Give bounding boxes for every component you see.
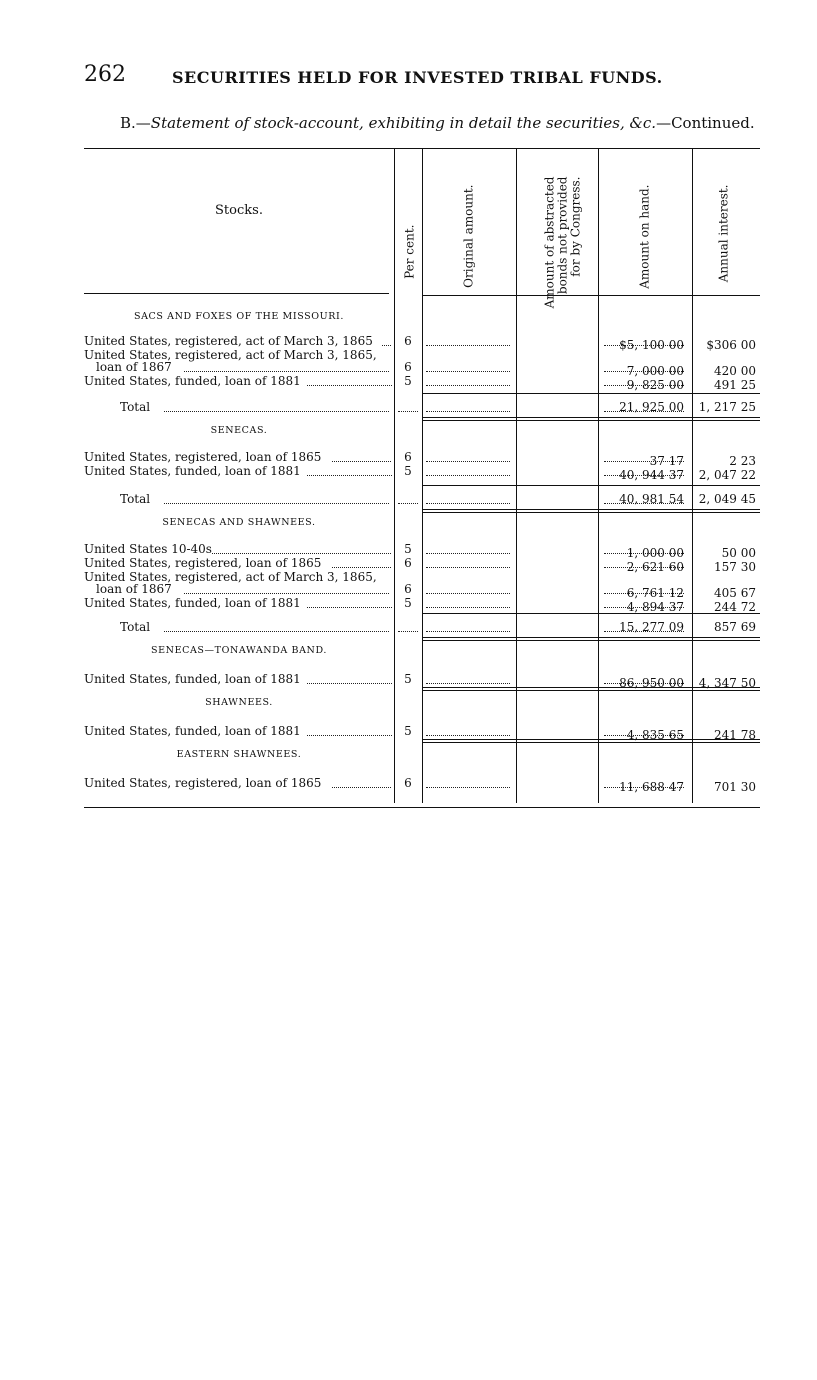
dot-leader [398, 411, 418, 412]
stock-name: United States 10-40s [84, 542, 212, 556]
per-cent-value: 5 [404, 464, 412, 478]
annual-interest: 4, 347 50 [698, 676, 756, 690]
per-cent-value: 6 [404, 450, 412, 464]
stock-name: United States, funded, loan of 1881 [84, 464, 301, 478]
stock-name: United States, registered, loan of 1865 [84, 450, 322, 464]
per-cent-value: 5 [404, 672, 412, 686]
annual-interest: $306 00 [706, 338, 756, 352]
dot-leader [307, 683, 392, 684]
amount-on-hand: 9, 825 00 [626, 378, 684, 392]
dot-leader [426, 371, 510, 372]
header-amount-on-hand: Amount on hand. [637, 184, 652, 289]
caption-suffix: —Continued. [656, 114, 755, 132]
amount-on-hand: 2, 621 60 [626, 560, 684, 574]
amount-on-hand: 6, 761 12 [626, 586, 684, 600]
section-title: SENECAS AND SHAWNEES. [162, 517, 316, 528]
per-cent-value: 6 [404, 556, 412, 570]
stock-name: United States, registered, act of March 3, 1865, [84, 348, 377, 362]
dot-leader [332, 787, 391, 788]
total-double-rule [422, 637, 760, 641]
table-caption [120, 114, 755, 132]
dot-leader [398, 631, 418, 632]
caption-italic: Statement of stock-account, exhibiting in detail the securities, &c. [150, 114, 657, 132]
header-abstracted-line1: Amount of abstracted [542, 176, 557, 309]
stock-name: United States, funded, loan of 1881 [84, 374, 301, 388]
dot-leader [426, 411, 510, 412]
stock-name: United States, funded, loan of 1881 [84, 596, 301, 610]
dot-leader [426, 503, 510, 504]
header-abstracted-line2: bonds not provided [555, 176, 570, 295]
stock-name-continued: loan of 1867 [96, 360, 172, 374]
total-top-rule [422, 485, 760, 486]
total-amount: 21, 925 00 [619, 400, 684, 414]
total-label: Total [120, 400, 151, 414]
annual-interest: 2 23 [729, 454, 756, 468]
amount-on-hand: 40, 944 37 [619, 468, 684, 482]
total-double-rule [422, 509, 760, 513]
per-cent-value: 5 [404, 542, 412, 556]
col-divider [394, 148, 395, 803]
per-cent-value: 6 [404, 582, 412, 596]
running-head: SECURITIES HELD FOR INVESTED TRIBAL FUNDS. [172, 68, 663, 87]
dot-leader [398, 503, 418, 504]
dot-leader [332, 567, 391, 568]
section-double-rule [422, 687, 760, 691]
annual-interest: 244 72 [714, 600, 756, 614]
dot-leader [164, 503, 389, 504]
dot-leader [426, 607, 510, 608]
dot-leader [426, 567, 510, 568]
stock-name: United States, registered, act of March 3, 1865 [84, 334, 373, 348]
stock-name-continued: loan of 1867 [96, 582, 172, 596]
col-divider [422, 148, 423, 803]
header-bottom-rule [422, 295, 760, 296]
per-cent-value: 6 [404, 334, 412, 348]
amount-on-hand: 37 17 [649, 454, 684, 468]
dot-leader [212, 553, 391, 554]
dot-leader [426, 735, 510, 736]
annual-interest: 241 78 [714, 728, 756, 742]
amount-on-hand: 11, 688 47 [619, 780, 684, 794]
total-interest: 2, 049 45 [698, 492, 756, 506]
header-per-cent: Per cent. [402, 224, 417, 279]
header-annual-interest: Annual interest. [716, 184, 731, 283]
section-title: SHAWNEES. [205, 697, 273, 708]
annual-interest: 701 30 [714, 780, 756, 794]
page-number: 262 [84, 62, 126, 87]
header-original-amount: Original amount. [461, 184, 476, 288]
caption-prefix: B.— [120, 114, 151, 132]
dot-leader [426, 345, 510, 346]
amount-on-hand: 86, 950 00 [619, 676, 684, 690]
amount-on-hand: 4, 835 65 [626, 728, 684, 742]
header-abstracted-line3: for by Congress. [568, 176, 583, 277]
annual-interest: 491 25 [714, 378, 756, 392]
amount-on-hand: 7, 000 00 [626, 364, 684, 378]
annual-interest: 50 00 [721, 546, 756, 560]
dot-leader [426, 461, 510, 462]
per-cent-value: 5 [404, 724, 412, 738]
amount-on-hand: $5, 100 00 [619, 338, 684, 352]
dot-leader [426, 787, 510, 788]
per-cent-value: 6 [404, 776, 412, 790]
total-double-rule [422, 417, 760, 421]
stock-name: United States, registered, loan of 1865 [84, 776, 322, 790]
total-label: Total [120, 620, 151, 634]
header-stocks: Stocks. [215, 203, 263, 218]
total-label: Total [120, 492, 151, 506]
section-title: SACS AND FOXES OF THE MISSOURI. [133, 311, 345, 322]
dot-leader [426, 553, 510, 554]
dot-leader [307, 475, 392, 476]
section-title: SENECAS—TONAWANDA BAND. [151, 645, 327, 656]
amount-on-hand: 1, 000 00 [626, 546, 684, 560]
total-top-rule [422, 393, 760, 394]
total-amount: 15, 277 09 [619, 620, 684, 634]
section-title: SENECAS. [210, 425, 268, 436]
per-cent-value: 6 [404, 360, 412, 374]
table-bottom-rule [84, 807, 760, 808]
section-title: EASTERN SHAWNEES. [176, 749, 302, 760]
dot-leader [426, 683, 510, 684]
dot-leader [184, 371, 389, 372]
dot-leader [426, 631, 510, 632]
per-cent-value: 5 [404, 596, 412, 610]
total-amount: 40, 981 54 [619, 492, 684, 506]
dot-leader [426, 593, 510, 594]
header-underline [84, 293, 389, 294]
per-cent-value: 5 [404, 374, 412, 388]
stock-name: United States, registered, loan of 1865 [84, 556, 322, 570]
annual-interest: 405 67 [714, 586, 756, 600]
stock-name: United States, funded, loan of 1881 [84, 672, 301, 686]
dot-leader [164, 631, 389, 632]
dot-leader [307, 385, 392, 386]
dot-leader [332, 461, 391, 462]
stock-name: United States, funded, loan of 1881 [84, 724, 301, 738]
total-interest: 857 69 [714, 620, 756, 634]
dot-leader [426, 475, 510, 476]
total-interest: 1, 217 25 [698, 400, 756, 414]
dot-leader [184, 593, 389, 594]
annual-interest: 420 00 [714, 364, 756, 378]
annual-interest: 2, 047 22 [698, 468, 756, 482]
amount-on-hand: 4, 894 37 [626, 600, 684, 614]
stock-table [84, 143, 760, 808]
total-top-rule [422, 613, 760, 614]
dot-leader [307, 607, 392, 608]
annual-interest: 157 30 [714, 560, 756, 574]
dot-leader [426, 385, 510, 386]
stock-name: United States, registered, act of March 3, 1865, [84, 570, 377, 584]
dot-leader [164, 411, 389, 412]
dot-leader [307, 735, 392, 736]
col-divider [516, 148, 517, 803]
dot-leader [382, 345, 391, 346]
section-double-rule [422, 739, 760, 743]
